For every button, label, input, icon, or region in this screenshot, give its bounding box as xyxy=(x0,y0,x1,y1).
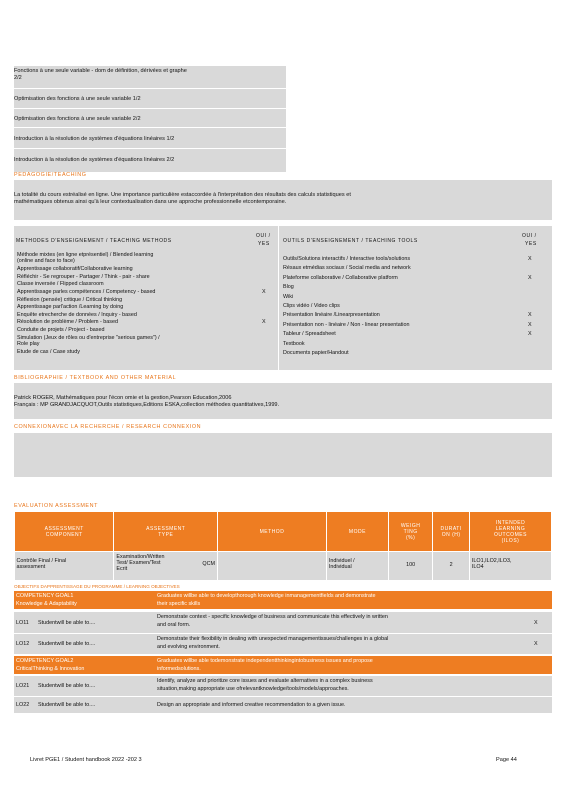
list-item xyxy=(283,265,411,271)
objectives-title: OBJECTIFS DAPPRENTISSAGE DU PROGRAMME / LEARNING OBJECTIVES xyxy=(14,584,180,589)
list-item xyxy=(283,256,532,262)
list-item-label: Blog xyxy=(283,284,294,291)
cell-weight: 100 xyxy=(388,552,432,580)
list-item-label-cont: Role play xyxy=(17,340,40,347)
list-item xyxy=(283,312,532,319)
check-mark: X xyxy=(528,312,532,319)
list-item-label: Classe inversée / Flipped classroom xyxy=(17,281,104,288)
list-item-label: Apprentissage parl'action /Learning by doing xyxy=(17,304,124,311)
list-item xyxy=(283,303,340,309)
methods-header: METHODES D'ENSEIGNEMENT / TEACHING METHODS xyxy=(16,238,172,244)
list-item xyxy=(283,350,349,356)
pedagogy-text: mathématiques obtenus ainsi qu'à leur contextualisation dans une approche professionnelle etcontemporaine. xyxy=(14,199,287,205)
footer-page-number: Page 44 xyxy=(496,757,517,763)
cell-qcm: QCM xyxy=(202,561,215,567)
list-item xyxy=(283,341,305,347)
col-component: ASSESSMENT COMPONENT xyxy=(15,512,114,552)
list-item xyxy=(17,312,137,318)
list-item-label: Tableur / Spreadsheet xyxy=(283,331,336,338)
cell-outcomes: ILO1,ILO2,ILO3, ILO4 xyxy=(469,552,551,580)
list-item-label-cont: (online and face to face) xyxy=(17,258,75,264)
course-item: Introduction à la résolution de systèmes d'équations linéaires 2/2 xyxy=(14,157,175,163)
bibliography-text: Patrick ROGER, Mathématiques pour l'écon omie et la gestion,Pearson Education,2006 xyxy=(14,395,232,401)
divider xyxy=(14,148,286,149)
competency-goal-2: COMPETENCY GOAL2 CriticalThinking & Innovation Graduates willbe able todemonstrate independentthinkingintobusiness issues and propose informedsolutions. xyxy=(14,656,552,674)
list-item-label: Documents papier/Handout xyxy=(283,350,349,356)
learning-objective-row: LO11 Studentwill be able to.... Demonstrate context - specific knowledge of business and communicate this effectively in written and oral form. X xyxy=(14,612,552,633)
list-item xyxy=(17,304,123,310)
list-item-label: Résaux etmédias sociaux / Social media and network xyxy=(283,265,411,272)
cell-duration: 2 xyxy=(433,552,470,580)
check-mark: X xyxy=(528,274,532,281)
list-item xyxy=(17,281,104,287)
list-item-label: Conduite de projets / Project - based xyxy=(17,326,105,333)
tools-header: OUTILS D'ENSEIGNEMENT / TEACHING TOOLS xyxy=(283,238,418,244)
list-item-label: Méthode mixtes (en ligne etprésentiel) / Blended learning xyxy=(17,252,154,258)
list-item-label: Wiki xyxy=(283,293,294,300)
list-item xyxy=(17,266,133,272)
course-item: Optimisation des fonctions à une seule variable 1/2 xyxy=(14,96,141,102)
research-panel xyxy=(14,433,552,477)
learning-objective-row: LO22 Studentwill be able to.... Design an appropriate and informed creative recommendation to a given issue. xyxy=(14,697,552,713)
list-item-label: Présentation non - linéaire / Non - linear presentation xyxy=(283,321,410,328)
list-item-label: Plateforme collaborative / Collaborative platform xyxy=(283,274,398,281)
list-item-label: Présentation linéaire /Linearpresentation xyxy=(283,312,380,319)
competency-goal-1: COMPETENCY GOAL1 Knowledge & Adaptability Graduates willbe able to developthorough knowledge inmanagementfields and demonstrate their specific skills xyxy=(14,591,552,609)
tools-yes: YES xyxy=(525,241,537,247)
learning-objective-row: LO21 Studentwill be able to.... Identify, analyze and prioritize core issues and evaluate alternatives in a complex business situation,making appropriate use ofrelevantknowledge/tools/models/approaches. xyxy=(14,676,552,696)
list-item xyxy=(17,327,105,333)
course-item: Introduction à la résolution de systèmes d'équations linéaires 1/2 xyxy=(14,136,175,142)
divider xyxy=(14,108,286,109)
list-item-label: Textbook xyxy=(283,340,305,347)
list-item xyxy=(17,288,266,295)
list-item xyxy=(17,335,160,347)
list-item-label: Résolution de problème / Problem - based xyxy=(17,319,118,326)
divider xyxy=(278,226,279,370)
col-duration: DURATI ON (H) xyxy=(433,512,470,552)
col-type: ASSESSMENT TYPE xyxy=(114,512,218,552)
course-item: Fonctions à une seule variable - dom de définition, dérivées et graphe xyxy=(14,68,187,74)
list-item xyxy=(17,252,153,264)
list-item xyxy=(17,297,122,303)
pedagogy-title: PEDAGOGIE/TEACHING xyxy=(14,172,87,178)
tools-oui: OUI / xyxy=(522,233,537,239)
list-item xyxy=(283,274,532,281)
list-item-label: Etude de cas / Case study xyxy=(17,348,80,355)
table-row xyxy=(15,552,552,580)
list-item-label: Outils/Solutions interactifs / Interactive tools/solutions xyxy=(283,256,411,262)
cell-method xyxy=(218,552,327,580)
learning-objective-row: LO12 Studentwill be able to.... Demonstrate their flexibility in dealing with unexpected managementissues/challenges in a global and evolving environment. X xyxy=(14,634,552,654)
list-item-label: Enquête etrecherche de données / Inquiry - based xyxy=(17,311,137,318)
check-mark: X xyxy=(262,319,266,326)
list-item xyxy=(283,321,532,328)
check-mark: X xyxy=(262,288,266,295)
check-mark: X xyxy=(528,331,532,338)
bibliography-title: BIBLIOGRAPHIE / TEXTBOOK AND OTHER MATERIAL xyxy=(14,375,177,381)
col-weight: WEIGH TING (%) xyxy=(388,512,432,552)
methods-yes: YES xyxy=(258,241,270,247)
list-item xyxy=(17,349,80,355)
cell-type: Examination/Written Test/ Examen/Test Ecrit QCM xyxy=(114,552,218,580)
col-method: METHOD xyxy=(218,512,327,552)
list-item xyxy=(283,331,532,338)
evaluation-title: EVALUATION ASSESSMENT xyxy=(14,503,98,509)
course-item-cont: 2/2 xyxy=(14,75,22,81)
list-item xyxy=(17,319,266,326)
check-mark: X xyxy=(528,321,532,328)
list-item xyxy=(283,284,294,290)
list-item-label: Apprentissage parles compétences / Competency - based xyxy=(17,288,156,295)
list-item-label: Apprentissage collaboratif/Collaborative learning xyxy=(17,266,133,273)
list-item-label: Simulation (Jeux de rôles ou d'entreprise "serious games") / xyxy=(17,334,160,341)
divider xyxy=(14,88,286,89)
cell-mode: Individuel / Individual xyxy=(326,552,388,580)
col-mode: MODE xyxy=(326,512,388,552)
methods-oui: OUI / xyxy=(256,233,271,239)
list-item-label: Réfléchir - Se regrouper - Partager / Think - pair - share xyxy=(17,273,150,280)
check-mark: X xyxy=(528,256,532,262)
course-item: Optimisation des fonctions à une seule variable 2/2 xyxy=(14,116,141,122)
list-item-label: Clips vidéo / Video clips xyxy=(283,303,340,309)
cell-component: Contrôle Final / Final assessment xyxy=(15,552,114,580)
research-title: CONNEXIONAVEC LA RECHERCHE / RESEARCH CONNEXION xyxy=(14,424,202,430)
evaluation-table xyxy=(14,511,552,580)
list-item xyxy=(17,274,150,280)
divider xyxy=(14,127,286,128)
list-item-label: Réflexion (pensée) critique / Critical thinking xyxy=(17,296,123,303)
pedagogy-text: La totalité du cours estréalisé en ligne. Une importance particulière estaccordée à l'interprétation des résultats des calculs statistiques et xyxy=(14,192,351,198)
col-outcomes: INTENDED LEARNING OUTCOMES (ILOS) xyxy=(469,512,551,552)
bibliography-text: Français : MP GRANDJACQUOT,Outils statistiques,Editions ESKA,collection méthodes quantitatives,1999. xyxy=(14,402,280,408)
list-item xyxy=(283,294,293,300)
footer-left: Livret PGE1 / Student handbook 2022 -202 3 xyxy=(30,757,142,763)
